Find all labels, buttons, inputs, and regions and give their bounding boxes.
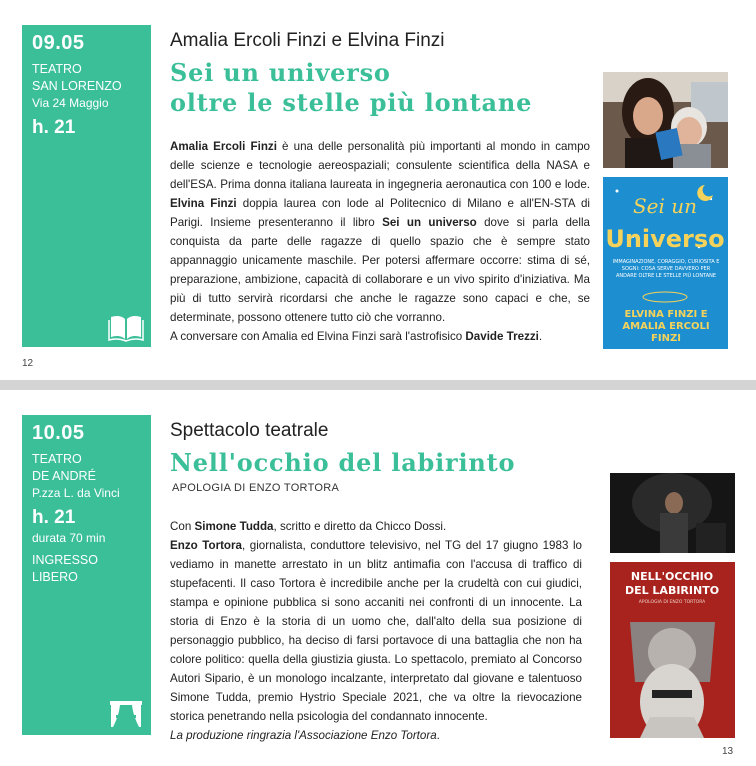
- description-text: Con: [170, 520, 195, 533]
- admission-line-2: LIBERO: [32, 570, 78, 584]
- event-subtitle: APOLOGIA DI ENZO TORTORA: [172, 482, 340, 494]
- venue-line-1: TEATRO: [32, 62, 82, 76]
- subject-name: Enzo Tortora: [170, 539, 242, 552]
- event-category: Spettacolo teatrale: [170, 420, 329, 441]
- event-date: 09.05: [32, 32, 85, 54]
- venue-line-2: SAN LORENZO: [32, 79, 122, 93]
- description-text: .: [436, 729, 440, 742]
- event-description: [170, 137, 590, 346]
- production-credit: La produzione ringrazia l'Associazione Enzo Tortora: [170, 729, 437, 742]
- speakers-photo: [603, 72, 728, 168]
- event-date: 10.05: [32, 422, 85, 444]
- event-time: h. 21: [32, 507, 76, 528]
- page-number: 12: [22, 358, 34, 369]
- poster-subtitle: APOLOGIA DI ENZO TORTORA: [638, 600, 706, 605]
- venue-line-2: DE ANDRÉ: [32, 469, 96, 483]
- book-icon: [108, 312, 144, 342]
- book-title: Sei un universo: [382, 216, 477, 229]
- book-cover-image: [603, 177, 728, 349]
- event-title-line-2: oltre le stelle più lontane: [170, 88, 533, 117]
- description-text: dove si parla della conquista da parte delle ragazze di quello spazio che è sempre stato appannaggio unicamente maschile. Per potersi affermare occorre: stima di sé, preparazione, ambizione, capacità di collaborare e un vivo spirito d'iniziativa. Ma più di tutto servirà ricordarsi che anche le ragazze sono capaci e che, se determinate, possono ottenere tutto ciò che vorranno.: [170, 216, 590, 324]
- event-time: h. 21: [32, 117, 76, 138]
- description-text: .: [538, 330, 543, 343]
- description-text: doppia laurea con lode al Politecnico di Milano e all'EN-STA di Parigi. Insieme presenteranno il libro: [170, 197, 591, 229]
- book-cover-authors: ELVINA FINZI E AMALIA ERCOLI FINZI: [622, 309, 710, 344]
- theater-curtain-icon: [108, 699, 144, 729]
- description-text: , scritto e diretto da Chicco Dossi.: [273, 520, 447, 533]
- description-text: , giornalista, conduttore televisivo, nel TG del 17 giugno 1983 lo vediamo in manette arrestato in un blitz antimafia con l'accusa di traffico di stupefacenti. Il caso Tortora è incredibile anche per la crudeltà con cui giudici, stampa e opinione pubblica si sono accaniti nei confronti di un innocente. La storia di Enzo è la storia di un uomo che, dall'alto della sua posizione di personaggio pubblico, ha deciso di farsi portavoce di una battaglia che non ha colore politico: quella della giustizia giusta. Lo spettacolo, premiato al Concorso Autori Sipario, è un monologo incalzante, interpretato dal giovane e talentuoso Simone Tudda, premio Hystrio Speciale 2021, che va oltre la rievocazione storica penetrando nella psicologia del condannato innocente.: [170, 539, 582, 723]
- venue-address: Via 24 Maggio: [32, 96, 109, 110]
- page-divider: [0, 380, 756, 390]
- poster-title-2: DEL LABIRINTO: [624, 584, 720, 597]
- description-text: è una delle personalità più importanti al mondo in campo delle scienze e tecnologie aereospaziali; consulente scientifica della NASA e dell'ESA. Prima donna italiana laureata in ingegneria aeronautica con 100 e lode.: [170, 140, 590, 191]
- event-title-line-1: Sei un universo: [170, 58, 391, 87]
- event-title: Nell'occhio del labirinto: [170, 448, 516, 477]
- event-description: [170, 517, 582, 745]
- poster-title-1: NELL'OCCHIO: [630, 570, 714, 583]
- description-text: A conversare con Amalia ed Elvina Finzi sarà l'astrofisico: [170, 330, 466, 343]
- event-info-panel: [22, 415, 151, 735]
- speaker-name-1: Amalia Ercoli Finzi: [170, 140, 277, 153]
- book-cover-tagline: IMMAGINAZIONE, CORAGGIO, CURIOSITÀ E SOGNI: COSA SERVE DAVVERO PER ANDARE OLTRE LE STELLE PIÙ LONTANE: [612, 259, 720, 279]
- book-cover-title-2: Universo: [605, 225, 725, 253]
- moderator-name: Davide Trezzi: [465, 330, 539, 343]
- stage-photo: [610, 473, 735, 553]
- speakers-line: Amalia Ercoli Finzi e Elvina Finzi: [170, 30, 445, 51]
- event-info-panel: [22, 25, 151, 347]
- venue-address: P.zza L. da Vinci: [32, 486, 120, 500]
- book-cover-title-1: Sei un: [632, 194, 698, 218]
- page-number: 13: [722, 746, 734, 757]
- event-duration: durata 70 min: [32, 531, 106, 545]
- page-13: [0, 390, 756, 766]
- performer-name: Simone Tudda: [194, 520, 274, 533]
- venue-line-1: TEATRO: [32, 452, 82, 466]
- page-12: [0, 0, 756, 380]
- speaker-name-2: Elvina Finzi: [170, 197, 237, 210]
- event-title: [170, 58, 532, 118]
- admission-line-1: INGRESSO: [32, 553, 98, 567]
- show-poster-image: [610, 562, 735, 738]
